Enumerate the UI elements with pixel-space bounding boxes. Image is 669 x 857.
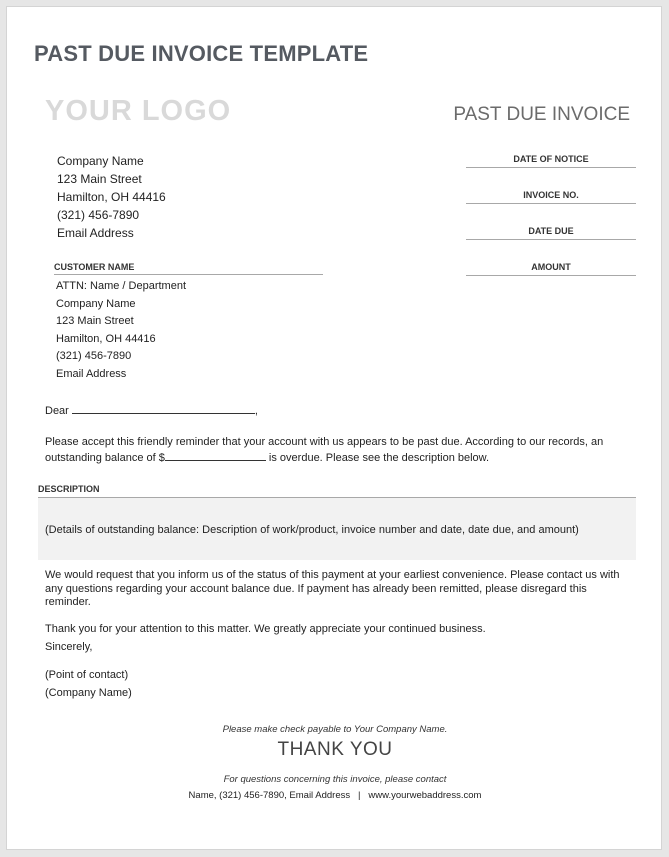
- customer-address-block: [56, 278, 186, 384]
- status-request-paragraph: We would request that you inform us of the status of this payment at your earliest convenience. Please contact us with any questions regarding your account balance due. If payment has already been remitted, please disregard this reminder.: [45, 569, 620, 609]
- recipient-name-blank[interactable]: [72, 403, 255, 414]
- customer-email: Email Address: [56, 367, 127, 380]
- customer-city: Hamilton, OH 44416: [56, 332, 156, 345]
- logo-placeholder: YOUR LOGO: [45, 95, 232, 127]
- reminder-paragraph: [45, 436, 635, 465]
- customer-company-name: Company Name: [56, 297, 136, 310]
- amount-field[interactable]: AMOUNT: [466, 262, 636, 276]
- sender-address-block: [57, 152, 166, 242]
- salutation: [45, 403, 258, 417]
- check-payable-note: Please make check payable to Your Company Name.: [222, 724, 448, 735]
- balance-amount-blank[interactable]: [165, 450, 266, 461]
- sender-company-name: Company Name: [57, 154, 144, 168]
- sender-city: Hamilton, OH 44416: [57, 190, 166, 204]
- thank-you-paragraph: Thank you for your attention to this matter. We greatly appreciate your continued business.: [45, 623, 486, 635]
- sender-street: 123 Main Street: [57, 172, 142, 186]
- reminder-text-end: is overdue. Please see the description below.: [265, 451, 490, 464]
- dear-comma: ,: [254, 405, 258, 417]
- signature-contact: (Point of contact): [45, 669, 129, 681]
- closing: Sincerely,: [45, 641, 93, 653]
- customer-attn: ATTN: Name / Department: [56, 280, 186, 292]
- invoice-heading: PAST DUE INVOICE: [453, 104, 630, 125]
- signature-company: (Company Name): [45, 687, 132, 699]
- thank-you-heading: THANK YOU: [277, 739, 393, 760]
- description-text: (Details of outstanding balance: Description of work/product, invoice number and date, date due, and amount): [45, 524, 579, 536]
- dear-text: Dear: [45, 405, 69, 417]
- date-of-notice-field[interactable]: DATE OF NOTICE: [466, 154, 636, 168]
- customer-name-label: CUSTOMER NAME: [54, 262, 323, 275]
- document-title: PAST DUE INVOICE TEMPLATE: [34, 41, 369, 66]
- sender-email: Email Address: [57, 226, 134, 240]
- invoice-page: [6, 6, 662, 850]
- customer-street: 123 Main Street: [56, 315, 134, 328]
- sender-phone: (321) 456-7890: [57, 208, 140, 222]
- customer-phone: (321) 456-7890: [56, 350, 132, 363]
- reminder-text-start: Please accept this friendly reminder that your account with us appears to be past due. According to our records, an outstanding balance of $: [45, 436, 604, 464]
- questions-note: For questions concerning this invoice, please contact: [223, 774, 447, 785]
- date-due-field[interactable]: DATE DUE: [466, 226, 636, 240]
- description-label: DESCRIPTION: [38, 484, 636, 498]
- invoice-number-field[interactable]: INVOICE NO.: [466, 190, 636, 204]
- contact-line: Name, (321) 456-7890, Email Address | www.yourwebaddress.com: [188, 790, 482, 801]
